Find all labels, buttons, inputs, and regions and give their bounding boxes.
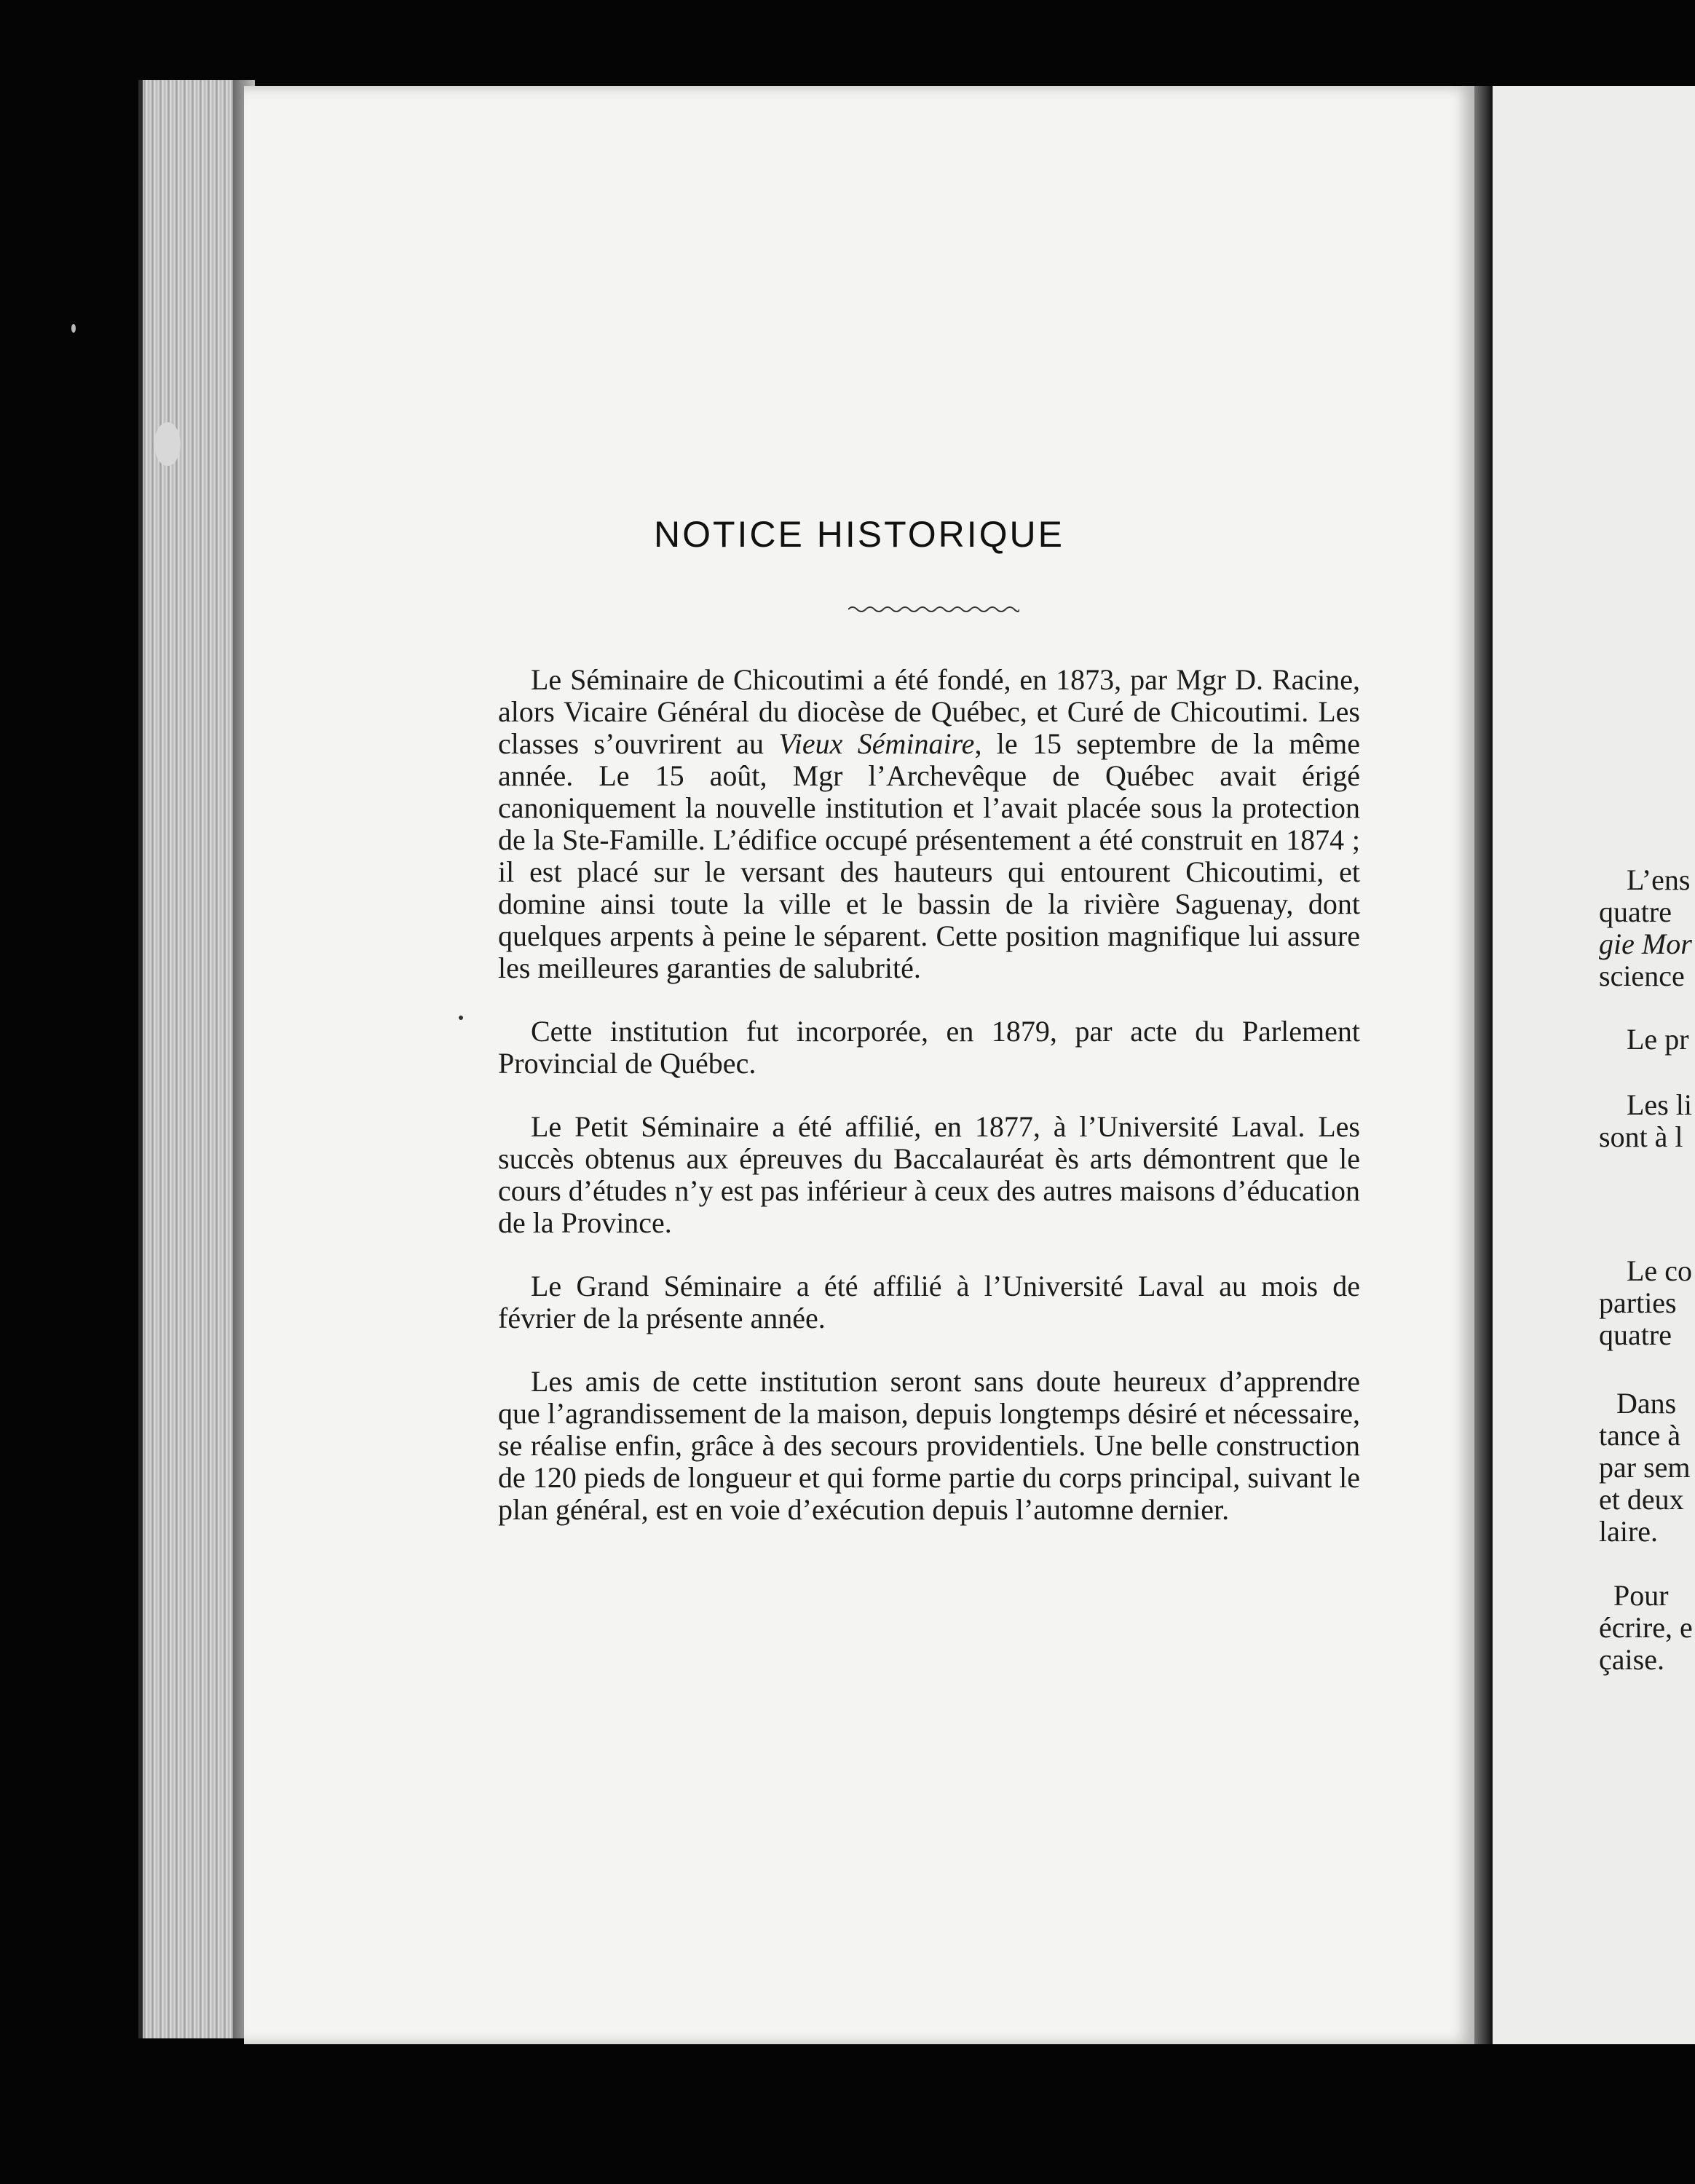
facing-line: parties (1599, 1286, 1677, 1319)
paragraph-incorporation: Cette institution fut incorporée, en 1879, par acte du Parlement Provincial de Québec. (498, 1015, 1360, 1080)
wavy-rule-ornament (848, 604, 1019, 614)
facing-page (1493, 86, 1695, 2044)
facing-line: tance à (1599, 1419, 1681, 1452)
facing-line: Dans (1616, 1387, 1677, 1420)
body-text (498, 664, 1360, 1557)
paragraph-foundation-text-2: , le 15 septembre de la même année. Le 15 août, Mgr l’Archevêque de Québec avait érigé canoniquement la nouvelle institution et l’avait placée sous la protection de la Ste-Famille. L’édifice occupé présentement a été construit en 1874 ; il est placé sur le versant des hauteurs qui entourent Chicoutimi, et domine ainsi toute la ville et le bassin de la rivière Saguenay, dont quelques arpents à peine le séparent. Cette position magnifique lui assure les meilleures garanties de salubrité. (498, 727, 1360, 984)
paragraph-foundation (498, 664, 1360, 984)
facing-line: science (1599, 960, 1685, 992)
dust-speck (71, 324, 76, 333)
facing-line: Pour (1613, 1579, 1669, 1612)
facing-line: par sem (1599, 1451, 1691, 1484)
page-heading: NOTICE HISTORIQUE (653, 514, 1064, 555)
facing-line: çaise. (1599, 1643, 1664, 1676)
dust-speck (154, 422, 181, 466)
facing-line: quatre (1599, 895, 1672, 928)
book-gutter (1474, 86, 1493, 2044)
facing-line: et deux (1599, 1483, 1684, 1516)
paragraph-grand-seminaire: Le Grand Séminaire a été affilié à l’Université Laval au mois de février de la présente année. (498, 1270, 1360, 1334)
facing-line: Le pr (1627, 1023, 1689, 1056)
facing-line: Les li (1627, 1088, 1692, 1121)
paragraph-agrandissement: Les amis de cette institution seront sans doute heureux d’apprendre que l’agrandissement de la maison, depuis longtemps désiré et nécessaire, se réalise enfin, grâce à des secours providentiels. Une belle construction de 120 pieds de longueur et qui forme partie du corps principal, suivant le plan général, est en voie d’exécution depuis l’automne dernier. (498, 1365, 1360, 1526)
italic-vieux-seminaire: Vieux Séminaire (778, 727, 975, 760)
facing-line: gie Mor (1599, 927, 1692, 960)
dust-speck (459, 1016, 463, 1020)
facing-line: quatre (1599, 1318, 1672, 1351)
paragraph-foundation-text-1: Le Séminaire de Chicoutimi a été fondé, en 1873, par Mgr D. Racine, alors Vicaire Général du diocèse de Québec, et Curé de Chicoutimi. Les classes s’ouvrirent au (498, 663, 1360, 760)
facing-line: écrire, e (1599, 1611, 1693, 1644)
facing-line: L’ens (1627, 863, 1691, 896)
facing-line: sont à l (1599, 1120, 1683, 1153)
paragraph-petit-seminaire: Le Petit Séminaire a été affilié, en 1877, à l’Université Laval. Les succès obtenus aux épreuves du Baccalauréat ès arts démontrent que le cours d’études n’y est pas inférieur à ceux des autres maisons d’éducation de la Province. (498, 1110, 1360, 1239)
facing-line: Le co (1627, 1254, 1692, 1287)
facing-line: laire. (1599, 1515, 1659, 1548)
